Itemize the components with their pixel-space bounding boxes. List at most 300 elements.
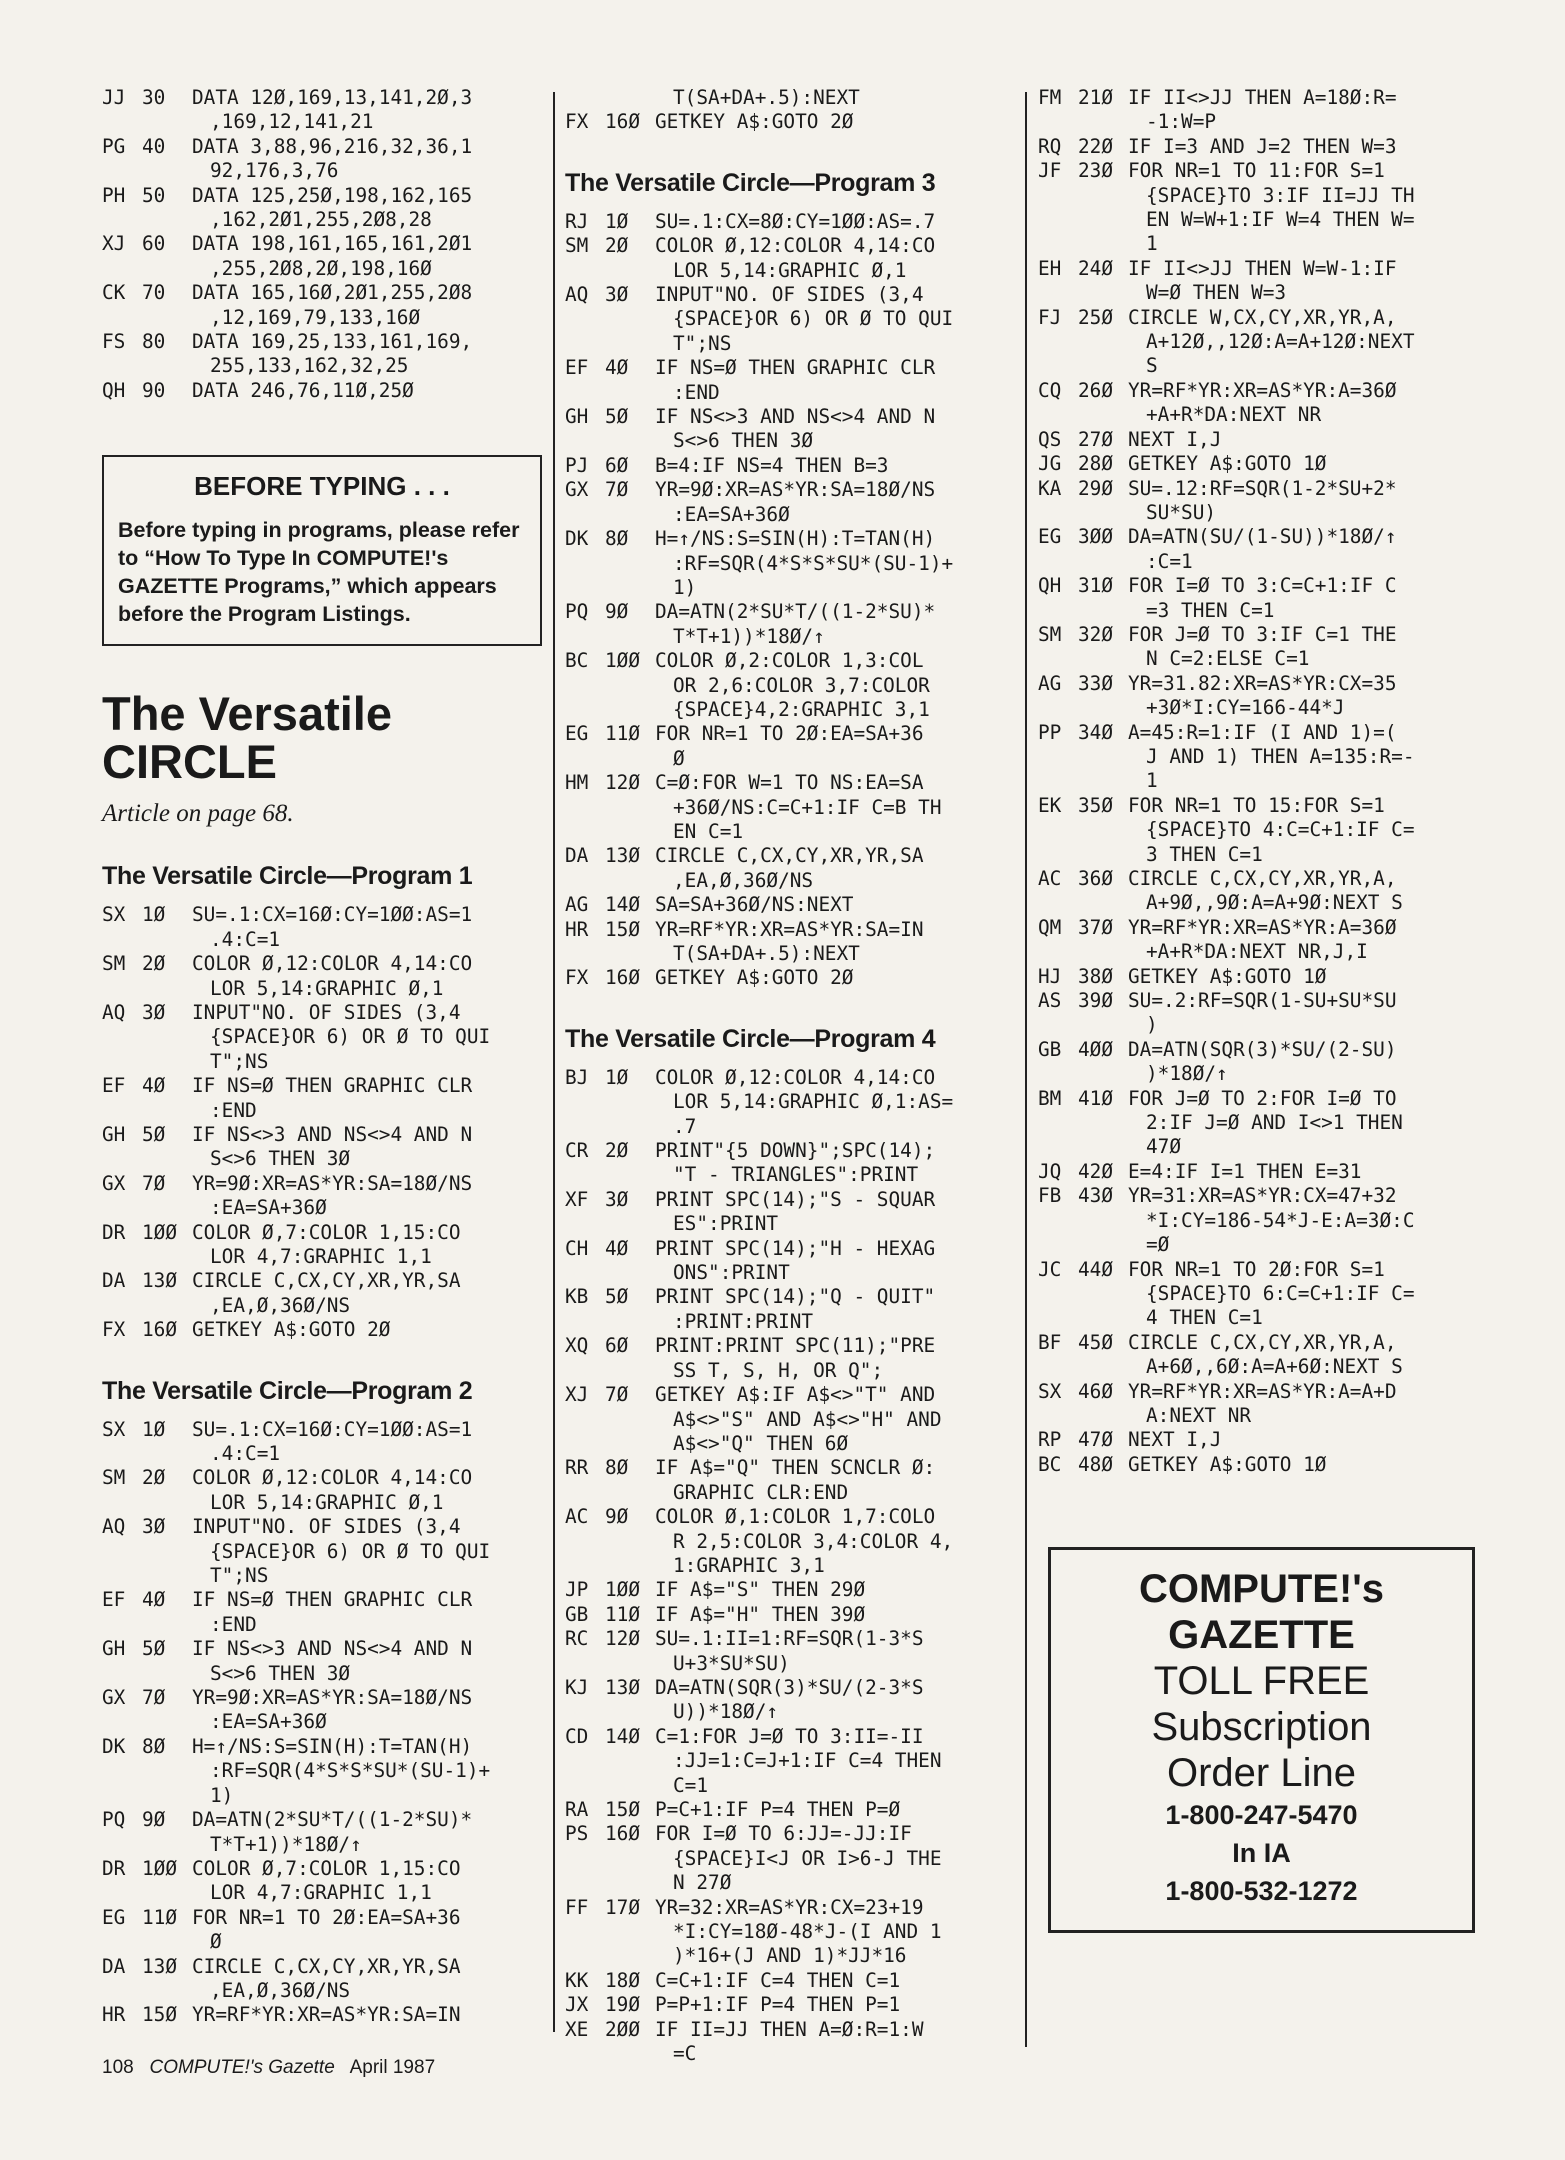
line-number: 13Ø (605, 844, 641, 868)
code-line (102, 330, 542, 379)
code-text: P=C+1:IF P=4 THEN P=Ø (655, 1798, 901, 1821)
checksum: FX (102, 1318, 126, 1342)
checksum: FJ (1038, 305, 1062, 329)
column-rule (553, 92, 555, 2032)
line-number: 29Ø (1078, 476, 1114, 500)
checksum: DA (102, 1269, 126, 1293)
line-number: 36Ø (1078, 867, 1114, 890)
checksum: BC (1038, 1452, 1062, 1476)
ad-toll-free: TOLL FREE (1153, 1659, 1370, 1704)
code-line (1038, 623, 1493, 672)
line-number: 37Ø (1078, 915, 1114, 939)
line-number: 22Ø (1078, 134, 1114, 158)
code-line (102, 1808, 542, 1857)
line-number: 16Ø (605, 966, 641, 990)
checksum: EF (565, 356, 589, 380)
code-line (102, 1123, 542, 1172)
checksum: GH (102, 1637, 126, 1661)
code-line (1038, 867, 1493, 916)
code-line (1038, 1380, 1493, 1429)
code-line (102, 281, 542, 330)
line-number: 1Ø (605, 209, 629, 233)
code-text: YR=9Ø:XR=AS*YR:SA=18Ø/NS :EA=SA+36Ø (192, 1171, 473, 1220)
code-line (1038, 965, 1493, 989)
line-number: 4Ø (142, 1074, 166, 1098)
code-line (565, 1627, 1015, 1676)
code-line (1038, 428, 1493, 452)
checksum: DK (565, 527, 589, 551)
checksum: CD (565, 1724, 589, 1748)
line-number: 16Ø (605, 1822, 641, 1846)
code-text: GETKEY A$:GOTO 2Ø (655, 110, 854, 134)
line-number: 5Ø (605, 405, 629, 429)
code-line (102, 1001, 542, 1074)
line-number: 4Ø (142, 1588, 166, 1612)
code-text: C=1:FOR J=Ø TO 3:II=-II :JJ=1:C=J+1:IF C=4 THEN C=1 (655, 1724, 942, 1797)
line-number: 31Ø (1078, 574, 1114, 598)
line-number: 7Ø (142, 1171, 166, 1195)
line-number: 42Ø (1078, 1159, 1114, 1183)
code-text: INPUT"NO. OF SIDES (3,4 {SPACE}OR 6) OR Ø TO QUI T";NS (192, 1515, 491, 1588)
line-number: 23Ø (1078, 159, 1114, 183)
line-number: 15Ø (605, 917, 641, 941)
issue-date: April 1987 (349, 2057, 436, 2078)
checksum: EH (1038, 256, 1062, 280)
code-text: DATA 3,88,96,216,32,36,1 92,176,3,76 (192, 134, 473, 183)
line-number: 2Ø (605, 234, 629, 258)
line-number: 5Ø (605, 1285, 629, 1309)
article-title (102, 687, 542, 789)
line-number: 1Ø (142, 903, 166, 927)
checksum: RC (565, 1627, 589, 1651)
code-line (102, 903, 542, 952)
page-footer (102, 2057, 435, 2079)
checksum: DA (102, 1954, 126, 1978)
code-line (565, 527, 1015, 600)
ad-gazette: GAZETTE (1168, 1613, 1355, 1658)
code-text: DATA 12Ø,169,13,141,2Ø,3 ,169,12,141,21 (192, 86, 473, 134)
line-number: 9Ø (605, 600, 629, 624)
ad-region: In IA (1232, 1838, 1291, 1869)
checksum: GX (565, 478, 589, 502)
checksum: SM (102, 1466, 126, 1490)
checksum (565, 86, 605, 110)
code-line (1038, 379, 1493, 428)
checksum: AC (565, 1505, 589, 1529)
checksum: EG (565, 722, 589, 746)
code-line (102, 86, 542, 135)
code-line (565, 283, 1015, 356)
checksum: QS (1038, 427, 1062, 451)
code-text: INPUT"NO. OF SIDES (3,4 {SPACE}OR 6) OR Ø TO QUI T";NS (655, 283, 954, 355)
code-line (1038, 257, 1493, 306)
code-text: DA=ATN(SQR(3)*SU/(2-3*S U))*18Ø/↑ (655, 1675, 924, 1724)
code-text: IF NS=Ø THEN GRAPHIC CLR :END (655, 356, 936, 404)
program-4-continued (1038, 86, 1493, 1477)
checksum: DK (102, 1734, 126, 1758)
checksum: SX (102, 1417, 126, 1441)
code-line (565, 600, 1015, 649)
line-number: 43Ø (1078, 1184, 1114, 1208)
code-line (565, 893, 1015, 917)
checksum: KJ (565, 1675, 589, 1699)
code-line (565, 1188, 1015, 1237)
program-3-heading: The Versatile Circle—Program 3 (565, 168, 936, 197)
code-text: YR=31.82:XR=AS*YR:CX=35 +3Ø*I:CY=166-44*J (1128, 671, 1397, 720)
checksum: EK (1038, 793, 1062, 817)
code-line (565, 1725, 1015, 1798)
code-text: CIRCLE W,CX,CY,XR,YR,A, A+12Ø,,12Ø:A=A+12Ø:NEXT S (1128, 305, 1415, 378)
checksum: GB (565, 1602, 589, 1626)
checksum: AS (1038, 989, 1062, 1013)
checksum: HR (102, 2003, 126, 2027)
code-text: IF II<>JJ THEN W=W-1:IF W=Ø THEN W=3 (1128, 256, 1397, 305)
line-number: 12Ø (605, 771, 641, 795)
line-number: 60 (142, 232, 166, 256)
line-number: 33Ø (1078, 671, 1114, 695)
checksum: CH (565, 1236, 589, 1260)
program-4-heading: The Versatile Circle—Program 4 (565, 1024, 936, 1053)
column-rule (1025, 92, 1027, 2047)
code-text: INPUT"NO. OF SIDES (3,4 {SPACE}OR 6) OR Ø TO QUI T";NS (192, 1000, 491, 1073)
code-line (1038, 721, 1493, 794)
line-number: 11Ø (605, 1602, 641, 1626)
checksum: JX (565, 1993, 589, 2017)
program-1-listing (102, 903, 542, 1342)
checksum: QH (102, 378, 126, 402)
code-line (102, 1515, 542, 1588)
checksum: KA (1038, 476, 1062, 500)
checksum: AQ (102, 1515, 126, 1539)
code-text: IF A$="H" THEN 39Ø (655, 1602, 866, 1626)
code-text: CIRCLE C,CX,CY,XR,YR,A, A+6Ø,,6Ø:A=A+6Ø:NEXT S (1128, 1330, 1403, 1379)
checksum: PS (565, 1822, 589, 1846)
code-text: SU=.1:CX=8Ø:CY=1ØØ:AS=.7 (655, 209, 936, 233)
code-line (565, 356, 1015, 405)
code-text: H=↑/NS:S=SIN(H):T=TAN(H) :RF=SQR(4*S*S*SU*(SU-1)+ 1) (655, 527, 954, 599)
checksum: SX (102, 903, 126, 927)
code-line (1038, 989, 1493, 1038)
line-number: 39Ø (1078, 989, 1114, 1013)
line-number: 11Ø (605, 722, 641, 746)
checksum: PQ (565, 600, 589, 624)
code-text: YR=32:XR=AS*YR:CX=23+19 *I:CY=18Ø-48*J-(I AND 1 )*16+(J AND 1)*JJ*16 (655, 1895, 942, 1968)
line-number: 26Ø (1078, 378, 1114, 402)
code-text: DATA 198,161,165,161,2Ø1 ,255,2Ø8,2Ø,198,16Ø (192, 232, 473, 280)
line-number: 14Ø (605, 1724, 641, 1748)
checksum: XJ (102, 232, 126, 256)
code-line (565, 1285, 1015, 1334)
code-text: IF NS<>3 AND NS<>4 AND N S<>6 THEN 3Ø (655, 405, 936, 453)
code-line (565, 1603, 1015, 1627)
code-text: NEXT I,J (1128, 427, 1222, 451)
line-number: 24Ø (1078, 256, 1114, 280)
line-number: 2Ø (142, 1466, 166, 1490)
code-line (102, 1221, 542, 1270)
code-text: FOR J=Ø TO 3:IF C=1 THE N C=2:ELSE C=1 (1128, 622, 1397, 671)
code-text: YR=RF*YR:XR=AS*YR:A=A+D A:NEXT NR (1128, 1379, 1397, 1427)
code-text: DATA 165,16Ø,2Ø1,255,2Ø8 ,12,169,79,133,16Ø (192, 281, 473, 329)
checksum: BC (565, 649, 589, 673)
code-text: PRINT SPC(14);"Q - QUIT" :PRINT:PRINT (655, 1285, 936, 1333)
checksum: SM (102, 952, 126, 976)
line-number: 1ØØ (142, 1856, 178, 1880)
code-text: C=Ø:FOR W=1 TO NS:EA=SA +36Ø/NS:C=C+1:IF C=B TH EN C=1 (655, 771, 942, 843)
line-number: 1Ø (605, 1065, 629, 1089)
checksum: XJ (565, 1383, 589, 1407)
code-line (102, 1955, 542, 2004)
line-number: 38Ø (1078, 964, 1114, 988)
code-line (1038, 1184, 1493, 1257)
code-text: GETKEY A$:GOTO 2Ø (655, 966, 854, 990)
program-4-listing (565, 1066, 1015, 2067)
line-number (605, 86, 655, 110)
line-number: 45Ø (1078, 1330, 1114, 1354)
line-number: 44Ø (1078, 1257, 1114, 1281)
ad-phone-1: 1-800-247-5470 (1165, 1800, 1358, 1831)
line-number: 14Ø (605, 893, 641, 917)
code-text: DA=ATN(SU/(1-SU))*18Ø/↑ :C=1 (1128, 525, 1397, 573)
code-text: SU=.1:CX=16Ø:CY=1ØØ:AS=1 .4:C=1 (192, 1417, 473, 1465)
code-line (565, 405, 1015, 454)
column-3 (1038, 86, 1493, 1933)
code-line (1038, 1087, 1493, 1160)
code-line (102, 1686, 542, 1735)
line-number: 70 (142, 281, 166, 305)
line-number: 4Ø (605, 1236, 629, 1260)
code-text: IF NS<>3 AND NS<>4 AND N S<>6 THEN 3Ø (192, 1122, 473, 1171)
line-number: 46Ø (1078, 1379, 1114, 1403)
code-line (1038, 525, 1493, 574)
checksum: JC (1038, 1257, 1062, 1281)
checksum: AC (1038, 867, 1062, 890)
line-number: 11Ø (142, 1905, 178, 1929)
line-number: 8Ø (605, 1456, 629, 1480)
ad-order-line: Order Line (1167, 1751, 1356, 1796)
checksum: KK (565, 1968, 589, 1992)
code-text: FOR I=Ø TO 3:C=C+1:IF C =3 THEN C=1 (1128, 574, 1397, 622)
line-number: 16Ø (142, 1318, 178, 1342)
line-number: 19Ø (605, 1993, 641, 2017)
checksum: JG (1038, 452, 1062, 476)
code-text: FOR NR=1 TO 2Ø:FOR S=1 {SPACE}TO 6:C=C+1:IF C= 4 THEN C=1 (1128, 1257, 1415, 1330)
line-number: 50 (142, 183, 166, 207)
line-number: 1ØØ (605, 1578, 641, 1602)
checksum: GX (102, 1171, 126, 1195)
code-text: DA=ATN(2*SU*T/((1-2*SU)* T*T+1))*18Ø/↑ (192, 1808, 473, 1856)
checksum: RR (565, 1456, 589, 1480)
code-line (102, 135, 542, 184)
magazine-name: COMPUTE!'s Gazette (149, 2057, 335, 2078)
checksum: QH (1038, 574, 1062, 598)
code-text: COLOR Ø,7:COLOR 1,15:CO LOR 4,7:GRAPHIC 1,1 (192, 1220, 461, 1268)
code-line (1038, 1331, 1493, 1380)
line-number: 21Ø (1078, 86, 1114, 109)
checksum: FB (1038, 1184, 1062, 1208)
code-line (102, 1074, 542, 1123)
line-number: 80 (142, 330, 166, 354)
code-line (102, 379, 542, 403)
code-text: A=45:R=1:IF (I AND 1)=( J AND 1) THEN A=135:R=- 1 (1128, 720, 1415, 793)
checksum: RQ (1038, 134, 1062, 158)
code-line (102, 232, 542, 281)
code-text: IF II=JJ THEN A=Ø:R=1:W =C (655, 2017, 924, 2066)
code-line (102, 952, 542, 1001)
checksum: FS (102, 330, 126, 354)
article-subtitle: Article on page 68. (102, 800, 294, 828)
code-text: SU=.1:II=1:RF=SQR(1-3*S U+3*SU*SU) (655, 1627, 924, 1675)
code-line (1038, 86, 1493, 135)
checksum: JQ (1038, 1159, 1062, 1183)
code-line (1038, 452, 1493, 476)
checksum: GX (102, 1686, 126, 1710)
checksum: JP (565, 1578, 589, 1602)
code-text: COLOR Ø,12:COLOR 4,14:CO LOR 5,14:GRAPHIC Ø,1:AS= .7 (655, 1065, 954, 1138)
code-line (102, 1735, 542, 1808)
article-title-line2: CIRCLE (102, 735, 277, 789)
code-text: T(SA+DA+.5):NEXT (673, 86, 860, 109)
checksum: CQ (1038, 378, 1062, 402)
code-text: COLOR Ø,12:COLOR 4,14:CO LOR 5,14:GRAPHIC Ø,1 (192, 1466, 473, 1514)
code-line (1038, 1258, 1493, 1331)
before-typing-heading: BEFORE TYPING . . . (194, 471, 450, 502)
checksum: EF (102, 1074, 126, 1098)
line-number: 35Ø (1078, 793, 1114, 817)
code-text: IF II<>JJ THEN A=18Ø:R= -1:W=P (1128, 86, 1397, 134)
checksum: FM (1038, 86, 1062, 109)
before-typing-body: Before typing in programs, please refer to “How To Type In COMPUTE!'s GAZETTE Programs,” which appears before the Program Listings. (118, 518, 520, 627)
line-number: 8Ø (605, 527, 629, 551)
code-text: CIRCLE C,CX,CY,XR,YR,SA ,EA,Ø,36Ø/NS (192, 1269, 461, 1317)
code-line (1038, 135, 1493, 159)
code-line (565, 1676, 1015, 1725)
checksum: CR (565, 1139, 589, 1163)
code-text: YR=RF*YR:XR=AS*YR:A=36Ø +A+R*DA:NEXT NR,J,I (1128, 915, 1397, 964)
line-number: 7Ø (605, 478, 629, 502)
code-line (565, 1578, 1015, 1602)
code-text: PRINT"{5 DOWN}";SPC(14); "T - TRIANGLES":PRINT (655, 1139, 936, 1187)
code-line (1038, 574, 1493, 623)
code-line (1038, 306, 1493, 379)
checksum: GH (102, 1122, 126, 1146)
checksum: CK (102, 281, 126, 305)
checksum: GB (1038, 1037, 1062, 1061)
code-text: COLOR Ø,7:COLOR 1,15:CO LOR 4,7:GRAPHIC 1,1 (192, 1856, 461, 1905)
checksum: GH (565, 405, 589, 429)
code-line (565, 210, 1015, 234)
code-text: IF NS<>3 AND NS<>4 AND N S<>6 THEN 3Ø (192, 1637, 473, 1685)
code-text: YR=9Ø:XR=AS*YR:SA=18Ø/NS :EA=SA+36Ø (655, 478, 936, 526)
line-number: 7Ø (142, 1686, 166, 1710)
line-number: 18Ø (605, 1968, 641, 1992)
code-text: FOR NR=1 TO 2Ø:EA=SA+36 Ø (655, 722, 924, 770)
line-number: 3Ø (605, 1187, 629, 1211)
code-text: FOR NR=1 TO 15:FOR S=1 {SPACE}TO 4:C=C+1:IF C= 3 THEN C=1 (1128, 793, 1415, 866)
line-number: 6Ø (605, 453, 629, 477)
code-line (565, 649, 1015, 722)
code-text: PRINT:PRINT SPC(11);"PRE SS T, S, H, OR Q"; (655, 1334, 936, 1382)
checksum: HJ (1038, 964, 1062, 988)
code-text: IF A$="S" THEN 29Ø (655, 1578, 866, 1602)
line-number: 13Ø (142, 1269, 178, 1293)
checksum: EG (1038, 525, 1062, 549)
checksum: RA (565, 1798, 589, 1821)
subscription-ad (1048, 1547, 1475, 1933)
line-number: 32Ø (1078, 622, 1114, 646)
code-line (565, 722, 1015, 771)
code-text: IF NS=Ø THEN GRAPHIC CLR :END (192, 1588, 473, 1636)
code-text: FOR I=Ø TO 6:JJ=-JJ:IF {SPACE}I<J OR I>6-J THE N 27Ø (655, 1822, 942, 1895)
code-line (1038, 1038, 1493, 1087)
ad-phone-2: 1-800-532-1272 (1165, 1876, 1358, 1907)
code-text: DATA 246,76,11Ø,25Ø (192, 378, 414, 402)
code-text: YR=RF*YR:XR=AS*YR:A=36Ø +A+R*DA:NEXT NR (1128, 378, 1397, 427)
code-line (565, 1139, 1015, 1188)
code-line (565, 1456, 1015, 1505)
line-number: 1ØØ (142, 1220, 178, 1244)
checksum: PG (102, 134, 126, 158)
line-number: 13Ø (142, 1954, 178, 1978)
line-number: 48Ø (1078, 1452, 1114, 1476)
code-line (565, 454, 1015, 478)
code-line (565, 1505, 1015, 1578)
checksum: AG (565, 893, 589, 917)
code-line (1038, 159, 1493, 257)
checksum: KB (565, 1285, 589, 1309)
code-text: YR=RF*YR:XR=AS*YR:SA=IN T(SA+DA+.5):NEXT (655, 917, 924, 965)
article-title-line1: The Versatile (102, 687, 392, 741)
code-text: FOR J=Ø TO 2:FOR I=Ø TO 2:IF J=Ø AND I<>1 THEN 47Ø (1128, 1086, 1403, 1159)
line-number: 4Ø (605, 356, 629, 380)
line-number: 4ØØ (1078, 1037, 1114, 1061)
code-line (565, 771, 1015, 844)
code-line (102, 1418, 542, 1467)
checksum: AQ (102, 1000, 126, 1024)
line-number: 16Ø (605, 110, 641, 134)
code-text: COLOR Ø,2:COLOR 1,3:COL OR 2,6:COLOR 3,7:COLOR {SPACE}4,2:GRAPHIC 3,1 (655, 649, 930, 721)
checksum: RP (1038, 1428, 1062, 1452)
code-text: DA=ATN(2*SU*T/((1-2*SU)* T*T+1))*18Ø/↑ (655, 600, 936, 648)
line-number: 3Ø (142, 1515, 166, 1539)
code-line (102, 2003, 542, 2027)
checksum: AQ (565, 283, 589, 307)
code-line (102, 1269, 542, 1318)
line-number: 12Ø (605, 1627, 641, 1651)
ad-subscription: Subscription (1151, 1705, 1372, 1750)
code-text: SU=.1:CX=16Ø:CY=1ØØ:AS=1 .4:C=1 (192, 903, 473, 951)
code-text: YR=9Ø:XR=AS*YR:SA=18Ø/NS :EA=SA+36Ø (192, 1686, 473, 1734)
code-line (565, 1969, 1015, 1993)
code-line (565, 1798, 1015, 1822)
code-text: DATA 125,25Ø,198,162,165 ,162,2Ø1,255,2Ø8,28 (192, 183, 473, 232)
checksum: EF (102, 1588, 126, 1612)
line-number: 34Ø (1078, 720, 1114, 744)
code-line (102, 1637, 542, 1686)
checksum: SM (565, 234, 589, 258)
line-number: 1Ø (142, 1417, 166, 1441)
code-text: COLOR Ø,1:COLOR 1,7:COLO R 2,5:COLOR 3,4:COLOR 4, 1:GRAPHIC 3,1 (655, 1505, 954, 1577)
code-line (565, 1334, 1015, 1383)
page-number: 108 (102, 2057, 134, 2078)
program-2-listing (102, 1418, 542, 2028)
code-text: FOR NR=1 TO 2Ø:EA=SA+36 Ø (192, 1905, 461, 1954)
code-text: IF I=3 AND J=2 THEN W=3 (1128, 134, 1397, 158)
checksum: XF (565, 1187, 589, 1211)
code-line (102, 1172, 542, 1221)
code-text: DATA 169,25,133,161,169, 255,133,162,32,25 (192, 330, 473, 378)
code-text: E=4:IF I=1 THEN E=31 (1128, 1159, 1362, 1183)
line-number: 3ØØ (1078, 525, 1114, 549)
